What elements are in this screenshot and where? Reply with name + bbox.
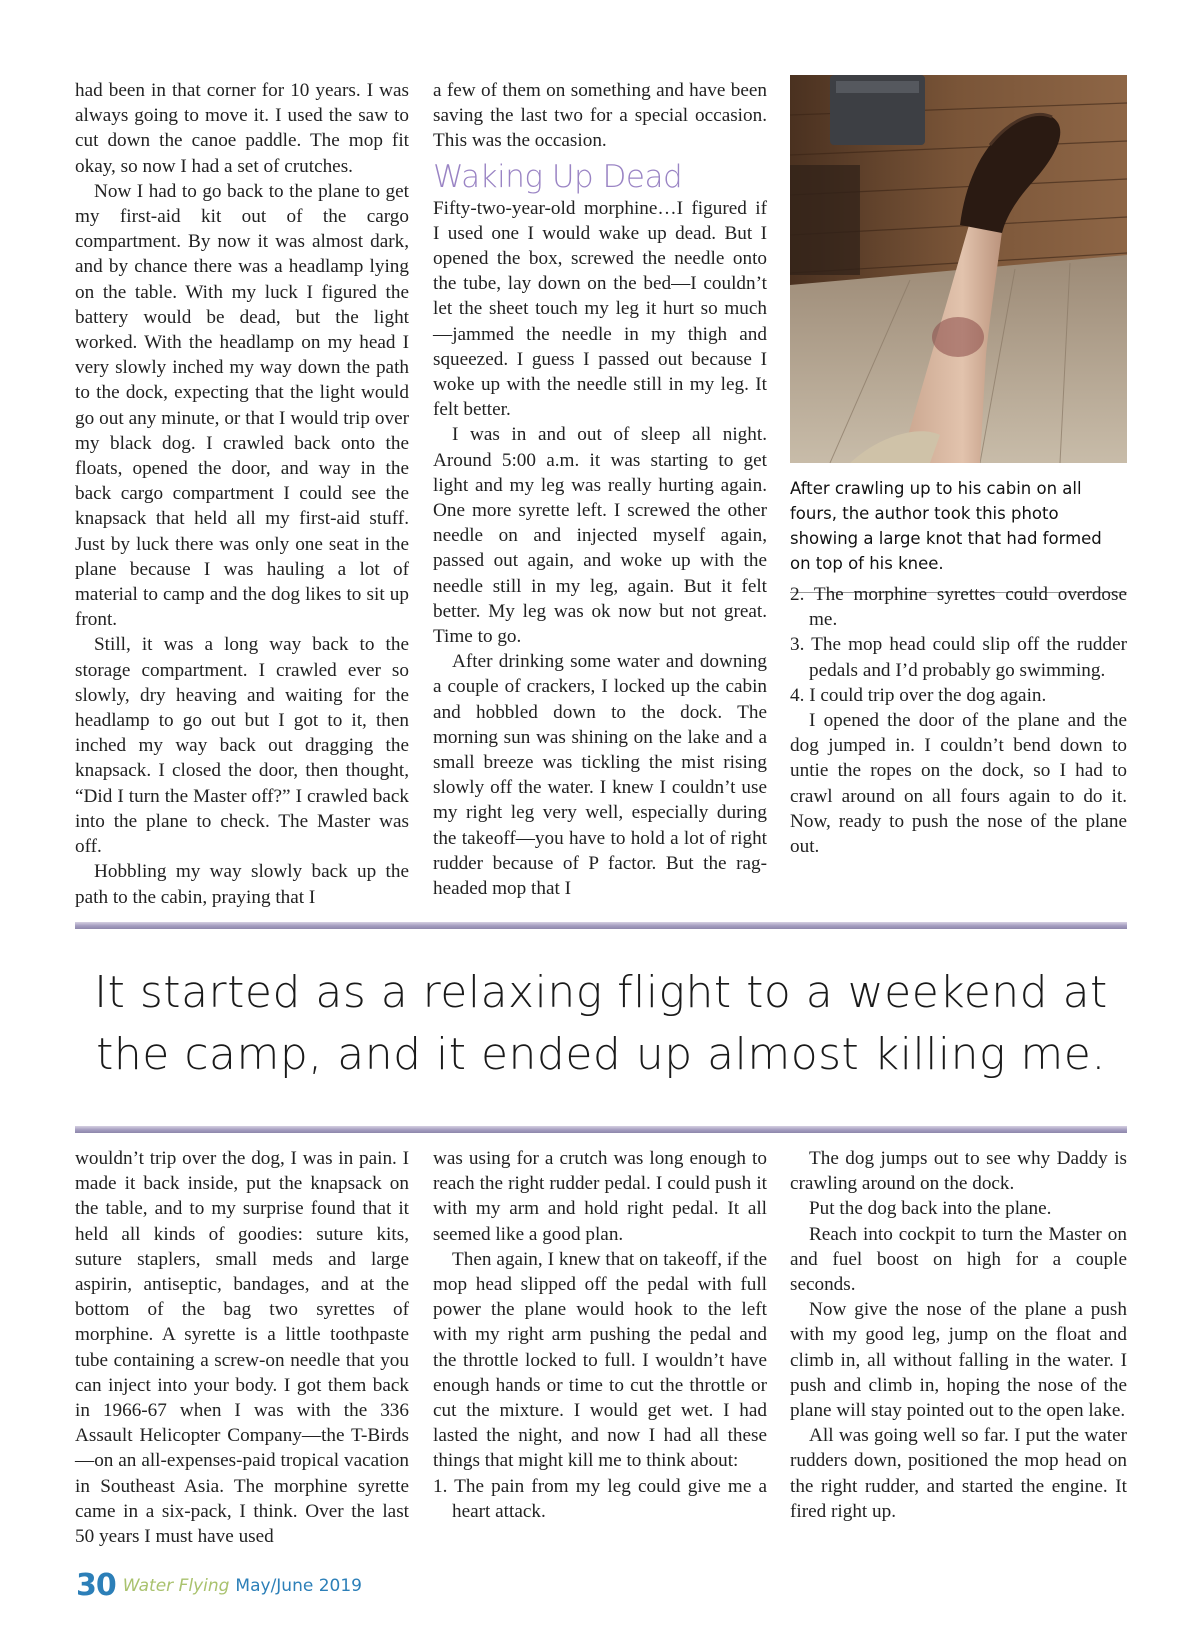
pull-quote-line-2: the camp, and it ended up almost killing me.: [96, 1029, 1106, 1080]
body-paragraph: Now I had to go back to the plane to get my first-aid kit out of the cargo compartment. By now it was almost dark, and by chance there was a headlamp lying on the table. With my luck I figured the battery would be dead, but the light worked. With the headlamp on my head I very slowly inched my way down the path to the dock, expecting that the light would go out any minute, or that I would trip over my black dog. I crawled back onto the floats, opened the door, and way in the back cargo compartment I could see the knapsack that held all my first-aid stuff. Just by luck there was only one seat in the plane because I was hauling a lot of material to camp and the dog likes to sit up front.: [75, 180, 409, 631]
pull-quote: [75, 962, 1127, 1086]
column-2-bottom: [433, 1146, 767, 1524]
pull-quote-line-1: It started as a relaxing flight to a weekend at: [94, 967, 1108, 1018]
divider-bar-bottom: [75, 1126, 1127, 1133]
section-subhead: Waking Up Dead: [433, 158, 683, 195]
knee-photo: [790, 75, 1127, 463]
list-item: 4. I could trip over the dog again.: [790, 684, 1047, 706]
column-2-top: [433, 78, 767, 901]
body-paragraph: I was in and out of sleep all night. Around 5:00 a.m. it was starting to get light and my leg was really hurting again. One more syrette left. I screwed the other needle on and injected myself again, passed out again, and woke up with the needle still in my leg, again. But it felt better. My leg was ok now but not great. Time to go.: [433, 424, 767, 648]
body-paragraph: Hobbling my way slowly back up the path to the cabin, praying that I: [75, 861, 409, 908]
column-1-bottom: [75, 1146, 409, 1549]
risk-list: [433, 1474, 767, 1524]
body-paragraph: a few of them on something and have been saving the last two for a special occasion. This was the occasion.: [433, 80, 767, 152]
body-paragraph: Fifty-two-year-old morphine…I figured if I used one I would wake up dead. But I opened the box, screwed the needle onto the tube, lay down on the bed—I couldn’t let the sheet touch my leg it hurt so much—jammed the needle in my thigh and squeezed. I guess I passed out because I woke up with the needle still in my leg. It felt better.: [433, 197, 767, 421]
body-paragraph: The dog jumps out to see why Daddy is crawling around on the dock.: [790, 1148, 1127, 1195]
body-paragraph: Then again, I knew that on takeoff, if the mop head slipped off the pedal with full power the plane would hook to the left with my right arm pushing the pedal and the throttle locked to full. I wouldn’t have enough hands or time to cut the throttle or cut the mixture. I would get wet. I had lasted the night, and now I had all these things that might kill me to think about:: [433, 1248, 767, 1472]
body-paragraph: had been in that corner for 10 years. I was always going to move it. I used the saw to cut down the canoe paddle. The mop fit okay, so now I had a set of crutches.: [75, 80, 409, 177]
page-number: 30: [76, 1568, 116, 1603]
issue-date: May/June 2019: [235, 1575, 362, 1596]
list-item: 3. The mop head could slip off the rudder pedals and I’d probably go swimming.: [790, 634, 1127, 681]
photo-caption: After crawling up to his cabin on all fours, the author took this photo showing a large knot that had formed on top of his knee.: [790, 479, 1102, 573]
divider-bar-top: [75, 922, 1127, 929]
body-paragraph: Now give the nose of the plane a push with my good leg, jump on the float and climb in, all without falling in the water. I push and climb in, hoping the nose of the plane will stay pointed out to the open lake.: [790, 1299, 1127, 1422]
body-paragraph: wouldn’t trip over the dog, I was in pain. I made it back inside, put the knapsack on the table, and to my surprise found that it held all kinds of goodies: suture kits, suture staplers, small meds and large aspirin, antiseptic, bandages, and at the bottom of the bag two syrettes of morphine. A syrette is a little toothpaste tube containing a screw-on needle that you can inject into your body. I got them back in 1966-67 when I was with the 336 Assault Helicopter Company—the T-Birds—on an all-expenses-paid tropical vacation in Southeast Asia. The morphine syrette came in a six-pack, I think. Over the last 50 years I must have used: [75, 1148, 409, 1548]
column-1-top: [75, 78, 409, 910]
body-paragraph: Still, it was a long way back to the storage compartment. I crawled ever so slowly, dry heaving and waiting for the headlamp to go out but I got to it, then inched my way back out dragging the knapsack. I closed the door, then thought, “Did I turn the Master off?” I crawled back into the plane to check. The Master was off.: [75, 634, 409, 858]
body-paragraph: was using for a crutch was long enough to reach the right rudder pedal. I could push it with my arm and hold right pedal. It all seemed like a good plan.: [433, 1148, 767, 1245]
risk-list: [790, 582, 1127, 708]
column-3-bottom: [790, 1146, 1127, 1524]
column-3-top: [790, 582, 1127, 859]
body-paragraph: I opened the door of the plane and the dog jumped in. I couldn’t bend down to untie the ropes on the dock, so I had to crawl around on all fours again to do it. Now, ready to push the nose of the plane out.: [790, 710, 1127, 858]
page-footer: [76, 1568, 362, 1608]
body-paragraph: Reach into cockpit to turn the Master on and fuel boost on high for a couple seconds.: [790, 1223, 1127, 1296]
body-paragraph: All was going well so far. I put the water rudders down, positioned the mop head on the right rudder, and started the engine. It fired right up.: [790, 1425, 1127, 1522]
list-item: 1. The pain from my leg could give me a heart attack.: [433, 1475, 767, 1522]
magazine-name: Water Flying: [122, 1575, 230, 1596]
body-paragraph: Put the dog back into the plane.: [809, 1198, 1052, 1220]
body-paragraph: After drinking some water and downing a couple of crackers, I locked up the cabin and hobbled down to the dock. The morning sun was shining on the lake and a small breeze was tickling the mist rising slowly off the water. I knew I couldn’t use my right leg very well, especially during the takeoff—you have to hold a lot of right rudder because of P factor. But the rag-headed mop that I: [433, 651, 767, 900]
list-item: 2. The morphine syrettes could overdose me.: [790, 584, 1127, 631]
